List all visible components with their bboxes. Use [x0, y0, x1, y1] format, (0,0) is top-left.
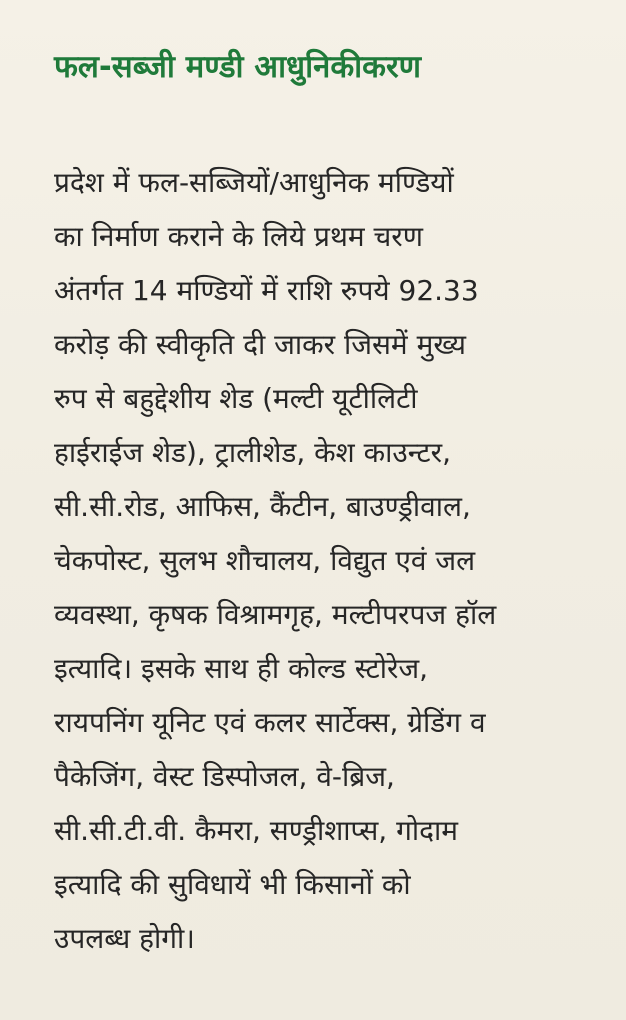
body-line: रुप से बहुद्देशीय शेड (मल्टी यूटीलिटी: [54, 382, 418, 415]
body-line: पैकेजिंग, वेस्ट डिस्पोजल, वे-ब्रिज,: [54, 760, 395, 793]
body-line: इत्यादि की सुविधायें भी किसानों को: [54, 868, 411, 901]
body-line: इत्यादि। इसके साथ ही कोल्ड स्टोरेज,: [54, 652, 429, 685]
body-line: चेकपोस्ट, सुलभ शौचालय, विद्युत एवं जल: [54, 544, 476, 577]
body-line: हाईराईज शेड), ट्रालीशेड, केश काउन्टर,: [54, 436, 451, 469]
body-line: करोड़ की स्वीकृति दी जाकर जिसमें मुख्य: [54, 328, 466, 361]
body-paragraph: [54, 156, 586, 966]
body-line: अंतर्गत 14 मण्डियों में राशि रुपये 92.33: [54, 274, 479, 307]
body-line: व्यवस्था, कृषक विश्रामगृह, मल्टीपरपज हॉल: [54, 598, 497, 631]
body-line: उपलब्ध होगी।: [54, 922, 195, 955]
body-line: सी.सी.रोड, आफिस, कैंटीन, बाउण्ड्रीवाल,: [54, 490, 471, 523]
body-line: का निर्माण कराने के लिये प्रथम चरण: [54, 220, 423, 253]
body-line: प्रदेश में फल-सब्जियों/आधुनिक मण्डियों: [54, 166, 454, 199]
body-line: रायपनिंग यूनिट एवं कलर सार्टेक्स, ग्रेडिंग व: [54, 706, 486, 739]
panel-heading: फल-सब्जी मण्डी आधुनिकीकरण: [54, 49, 422, 85]
body-line: सी.सी.टी.वी. कैमरा, सण्ड्रीशाप्स, गोदाम: [54, 814, 458, 847]
